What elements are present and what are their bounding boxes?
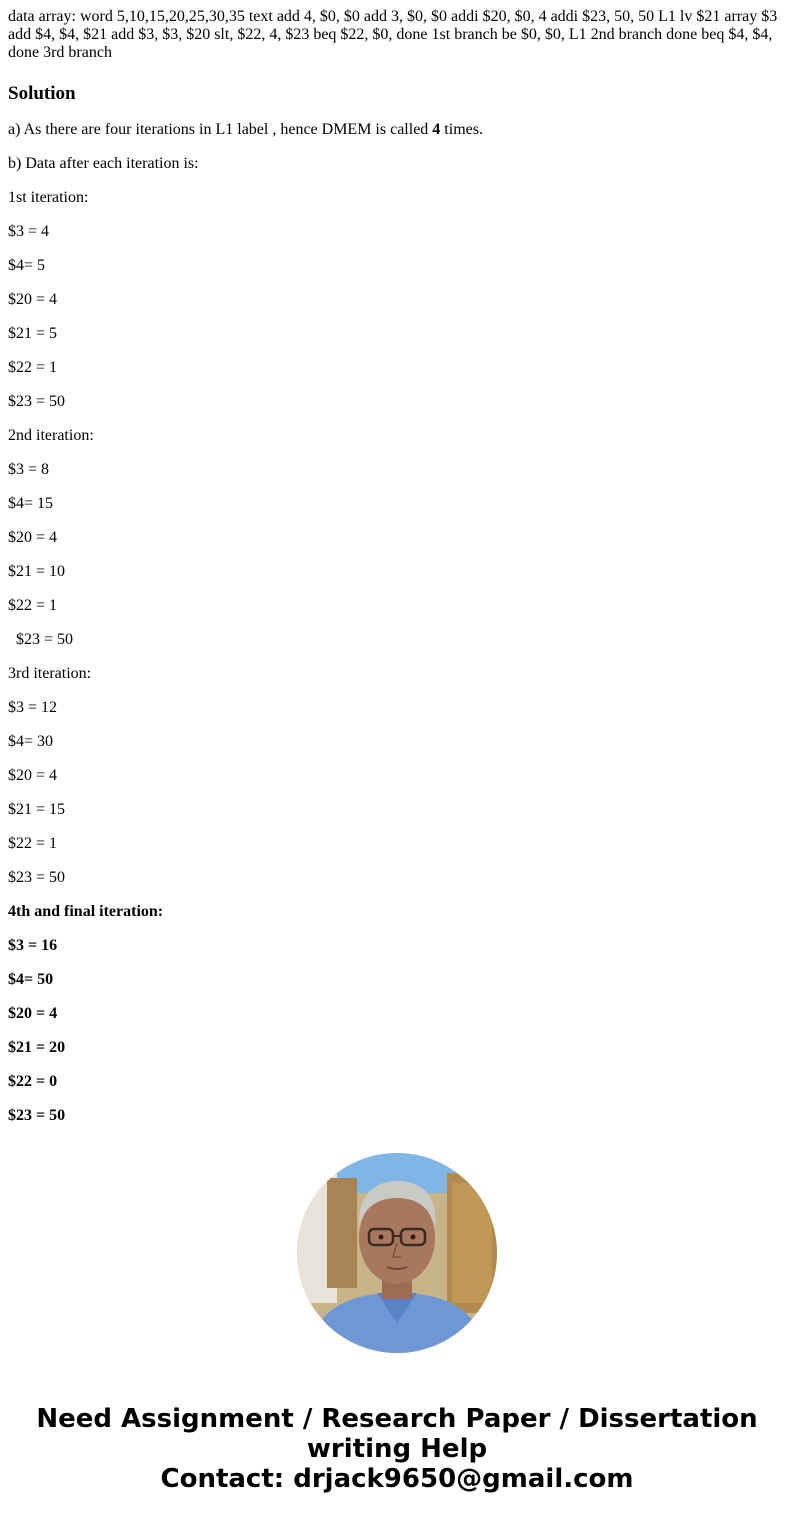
solution-heading: Solution	[8, 83, 76, 104]
iteration-2-line: $3 = 8	[8, 461, 50, 478]
iteration-3-line: $20 = 4	[8, 767, 58, 784]
footer-line-1: Need Assignment / Research Paper / Dissertation	[36, 1404, 758, 1434]
part-a-prefix: a) As there are four iterations in L1 label , hence DMEM is called	[8, 121, 433, 138]
iteration-1-line: $3 = 4	[8, 223, 50, 240]
author-avatar	[297, 1153, 497, 1353]
iteration-2-line: $20 = 4	[8, 529, 58, 546]
document-body	[0, 8, 794, 1125]
iteration-1-line: $20 = 4	[8, 291, 58, 308]
footer-line-2: writing Help	[306, 1434, 488, 1464]
iteration-3-line: $21 = 15	[8, 801, 66, 818]
iteration-1-line: $23 = 50	[8, 393, 66, 410]
iteration-4-line: $3 = 16	[8, 937, 58, 954]
footer-contact: Contact: drjack9650@gmail.com	[160, 1464, 634, 1494]
iteration-3-title: 3rd iteration:	[8, 665, 92, 682]
iteration-3-line: $23 = 50	[8, 869, 66, 886]
iteration-4-line: $23 = 50	[8, 1107, 66, 1124]
author-photo-icon	[297, 1153, 497, 1353]
iteration-4-title: 4th and final iteration:	[8, 903, 164, 920]
part-a-bold-count: 4	[432, 121, 441, 138]
iteration-3-line: $22 = 1	[8, 835, 58, 852]
iteration-2-line: $21 = 10	[8, 563, 66, 580]
iteration-1-title: 1st iteration:	[8, 189, 89, 206]
footer-promo	[0, 1404, 794, 1494]
iteration-1-line: $4= 5	[8, 257, 46, 274]
iteration-1-line: $21 = 5	[8, 325, 58, 342]
iteration-3-line: $4= 30	[8, 733, 54, 750]
iteration-3-line: $3 = 12	[8, 699, 58, 716]
part-b-intro: b) Data after each iteration is:	[8, 155, 199, 172]
part-a-suffix: times.	[440, 121, 483, 138]
question-text: data array: word 5,10,15,20,25,30,35 text add 4, $0, $0 add 3, $0, $0 addi $20, $0, 4 addi $23, 50, 50 L1 lv $21 array $3 add $4, $4, $21 add $3, $3, $20 slt, $22, 4, $23 beq $22, $0, done 1st branch be $0, $0, L1 2nd branch done beq $4, $4, done 3rd branch	[8, 8, 778, 61]
part-a-answer	[8, 121, 786, 139]
iteration-4-line: $22 = 0	[8, 1073, 58, 1090]
iteration-2-line: $4= 15	[8, 495, 54, 512]
iteration-2-title: 2nd iteration:	[8, 427, 94, 444]
iteration-4-line: $20 = 4	[8, 1005, 58, 1022]
iteration-4-line: $21 = 20	[8, 1039, 66, 1056]
iteration-2-line: $23 = 50	[16, 631, 74, 648]
iteration-1-line: $22 = 1	[8, 359, 58, 376]
iteration-2-line: $22 = 1	[8, 597, 58, 614]
iteration-4-line: $4= 50	[8, 971, 54, 988]
